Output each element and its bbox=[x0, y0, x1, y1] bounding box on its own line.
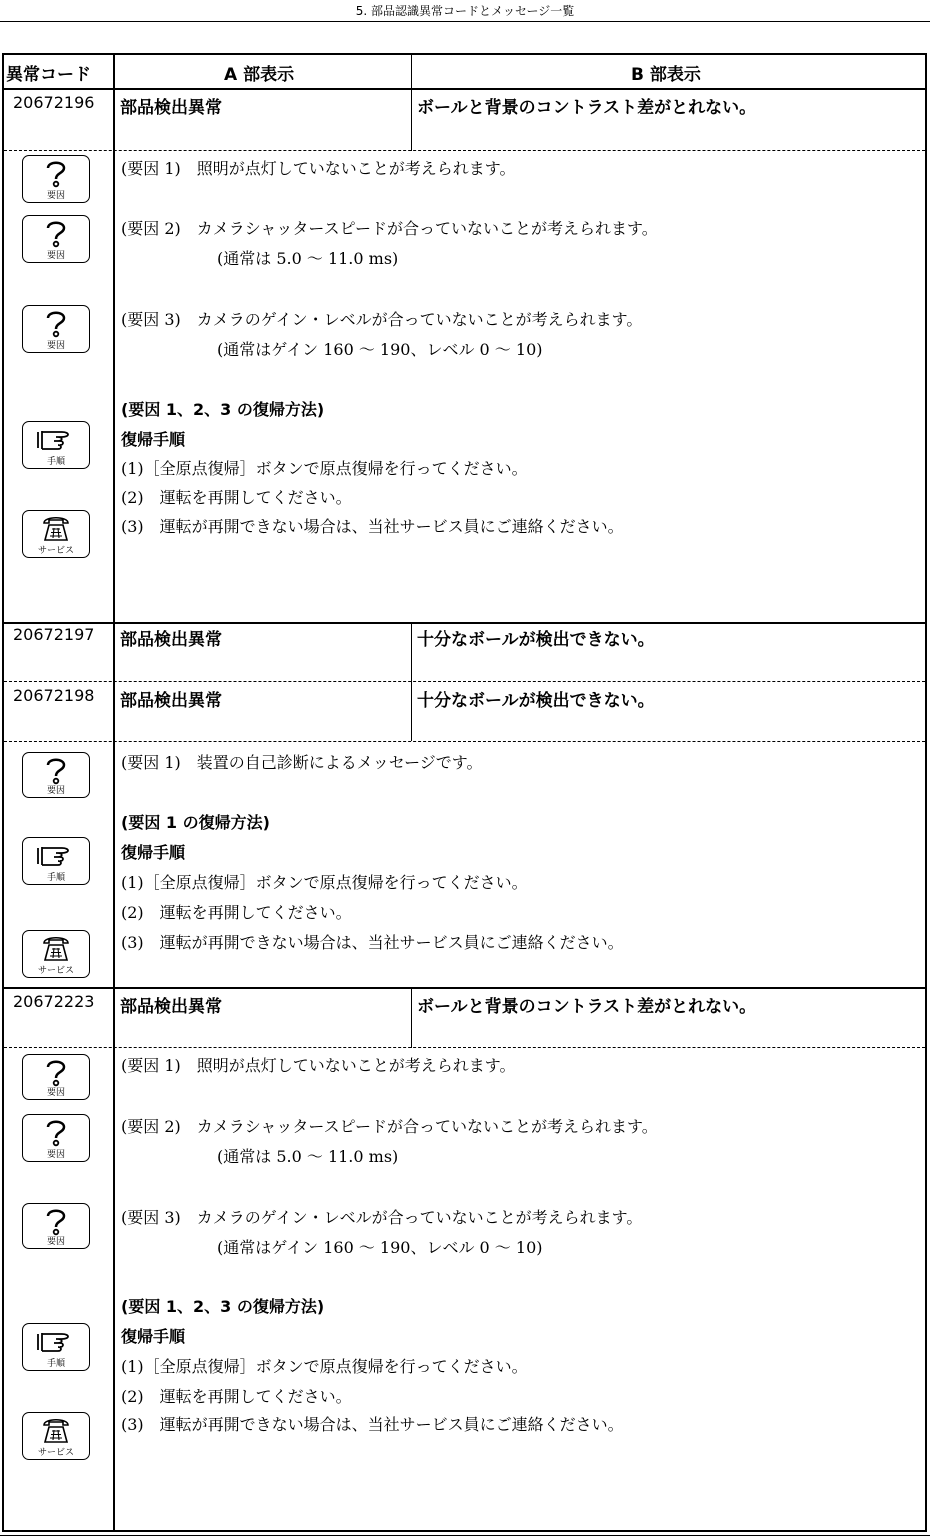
b-display: 十分なボールが検出できない。 bbox=[417, 630, 655, 650]
badge-label: 手順 bbox=[46, 873, 65, 883]
dashed-divider bbox=[4, 1047, 925, 1048]
column-divider bbox=[411, 55, 412, 151]
badge-label: 要因 bbox=[46, 1150, 65, 1160]
cause-text: (要因 3) カメラのゲイン・レベルが合っていないことが考えられます。 bbox=[121, 310, 643, 329]
cause-text: (要因 1) 照明が点灯していないことが考えられます。 bbox=[121, 1056, 516, 1075]
page-header: 5. 部品認識異常コードとメッセージ一覧 bbox=[0, 0, 930, 22]
procedure-step: (3) 運転が再開できない場合は、当社サービス員にご連絡ください。 bbox=[121, 517, 624, 536]
service-badge bbox=[22, 930, 90, 978]
cause-text: (要因 2) カメラシャッタースピードが合っていないことが考えられます。 bbox=[121, 219, 658, 238]
procedure-step: (3) 運転が再開できない場合は、当社サービス員にご連絡ください。 bbox=[121, 1415, 624, 1434]
cause-note: (通常はゲイン 160 ～ 190、レベル 0 ～ 10) bbox=[217, 340, 543, 359]
recovery-title: (要因 1 の復帰方法) bbox=[121, 813, 270, 832]
badge-label: 手順 bbox=[46, 1359, 65, 1369]
error-code: 20672196 bbox=[13, 93, 95, 112]
cause-badge bbox=[22, 215, 90, 263]
service-badge bbox=[22, 1412, 90, 1460]
column-divider bbox=[411, 988, 412, 1048]
cause-text: (要因 1) 装置の自己診断によるメッセージです。 bbox=[121, 753, 483, 772]
cause-badge bbox=[22, 1054, 90, 1100]
badge-label: サービス bbox=[37, 1448, 74, 1458]
question-icon bbox=[39, 308, 73, 338]
b-display: ボールと背景のコントラスト差がとれない。 bbox=[417, 997, 757, 1017]
badge-label: サービス bbox=[37, 546, 74, 556]
cause-note: (通常は 5.0 ～ 11.0 ms) bbox=[217, 249, 399, 268]
error-code: 20672223 bbox=[13, 992, 95, 1011]
recovery-title: (要因 1、2、3 の復帰方法) bbox=[121, 400, 325, 419]
row-divider bbox=[4, 987, 925, 989]
question-icon bbox=[39, 1206, 73, 1236]
procedure-step: (2) 運転を再開してください。 bbox=[121, 903, 352, 922]
badge-label: 要因 bbox=[46, 1237, 65, 1247]
cause-badge bbox=[22, 305, 90, 353]
column-header-b: B 部表示 bbox=[631, 65, 701, 85]
procedure-title: 復帰手順 bbox=[121, 430, 186, 449]
bottom-rule bbox=[0, 1535, 930, 1536]
b-display: 十分なボールが検出できない。 bbox=[417, 691, 655, 711]
badge-label: サービス bbox=[37, 966, 74, 976]
cause-text: (要因 3) カメラのゲイン・レベルが合っていないことが考えられます。 bbox=[121, 1208, 643, 1227]
question-icon bbox=[39, 1117, 73, 1147]
column-header-a: A 部表示 bbox=[224, 65, 295, 85]
service-badge bbox=[22, 510, 90, 558]
procedure-title: 復帰手順 bbox=[121, 843, 186, 862]
badge-label: 要因 bbox=[46, 1088, 65, 1098]
telephone-icon bbox=[39, 513, 73, 543]
cause-note: (通常は 5.0 ～ 11.0 ms) bbox=[217, 1147, 399, 1166]
error-code: 20672197 bbox=[13, 625, 95, 644]
error-code: 20672198 bbox=[13, 686, 95, 705]
dashed-divider bbox=[4, 741, 925, 742]
pointing-hand-icon bbox=[32, 424, 80, 454]
cause-badge bbox=[22, 752, 90, 798]
row-divider bbox=[4, 88, 925, 90]
badge-label: 要因 bbox=[46, 191, 65, 201]
procedure-badge bbox=[22, 837, 90, 885]
cause-text: (要因 2) カメラシャッタースピードが合っていないことが考えられます。 bbox=[121, 1117, 658, 1136]
dashed-divider bbox=[4, 681, 925, 682]
procedure-step: (1)［全原点復帰］ボタンで原点復帰を行ってください。 bbox=[121, 459, 528, 478]
a-display: 部品検出異常 bbox=[120, 691, 222, 711]
procedure-step: (2) 運転を再開してください。 bbox=[121, 1387, 352, 1406]
cause-text: (要因 1) 照明が点灯していないことが考えられます。 bbox=[121, 159, 516, 178]
cause-badge bbox=[22, 155, 90, 203]
a-display: 部品検出異常 bbox=[120, 630, 222, 650]
telephone-icon bbox=[39, 933, 73, 963]
a-display: 部品検出異常 bbox=[120, 997, 222, 1017]
dashed-divider bbox=[4, 150, 925, 151]
cause-badge bbox=[22, 1114, 90, 1162]
row-divider bbox=[4, 622, 925, 624]
b-display: ボールと背景のコントラスト差がとれない。 bbox=[417, 98, 757, 118]
badge-label: 要因 bbox=[46, 341, 65, 351]
column-header-code: 異常コード bbox=[6, 65, 91, 85]
badge-label: 要因 bbox=[46, 251, 65, 261]
pointing-hand-icon bbox=[32, 1326, 80, 1356]
cause-badge bbox=[22, 1203, 90, 1249]
procedure-step: (2) 運転を再開してください。 bbox=[121, 488, 352, 507]
question-icon bbox=[39, 218, 73, 248]
procedure-step: (1)［全原点復帰］ボタンで原点復帰を行ってください。 bbox=[121, 873, 528, 892]
cause-note: (通常はゲイン 160 ～ 190、レベル 0 ～ 10) bbox=[217, 1238, 543, 1257]
question-icon bbox=[39, 1057, 73, 1087]
recovery-title: (要因 1、2、3 の復帰方法) bbox=[121, 1297, 325, 1316]
procedure-badge bbox=[22, 421, 90, 469]
procedure-step: (1)［全原点復帰］ボタンで原点復帰を行ってください。 bbox=[121, 1357, 528, 1376]
question-icon bbox=[39, 158, 73, 188]
procedure-title: 復帰手順 bbox=[121, 1327, 186, 1346]
procedure-badge bbox=[22, 1323, 90, 1371]
pointing-hand-icon bbox=[32, 840, 80, 870]
telephone-icon bbox=[39, 1415, 73, 1445]
a-display: 部品検出異常 bbox=[120, 98, 222, 118]
column-divider bbox=[411, 623, 412, 741]
badge-label: 要因 bbox=[46, 786, 65, 796]
question-icon bbox=[39, 755, 73, 785]
procedure-step: (3) 運転が再開できない場合は、当社サービス員にご連絡ください。 bbox=[121, 933, 624, 952]
badge-label: 手順 bbox=[46, 457, 65, 467]
column-divider bbox=[113, 55, 115, 1530]
